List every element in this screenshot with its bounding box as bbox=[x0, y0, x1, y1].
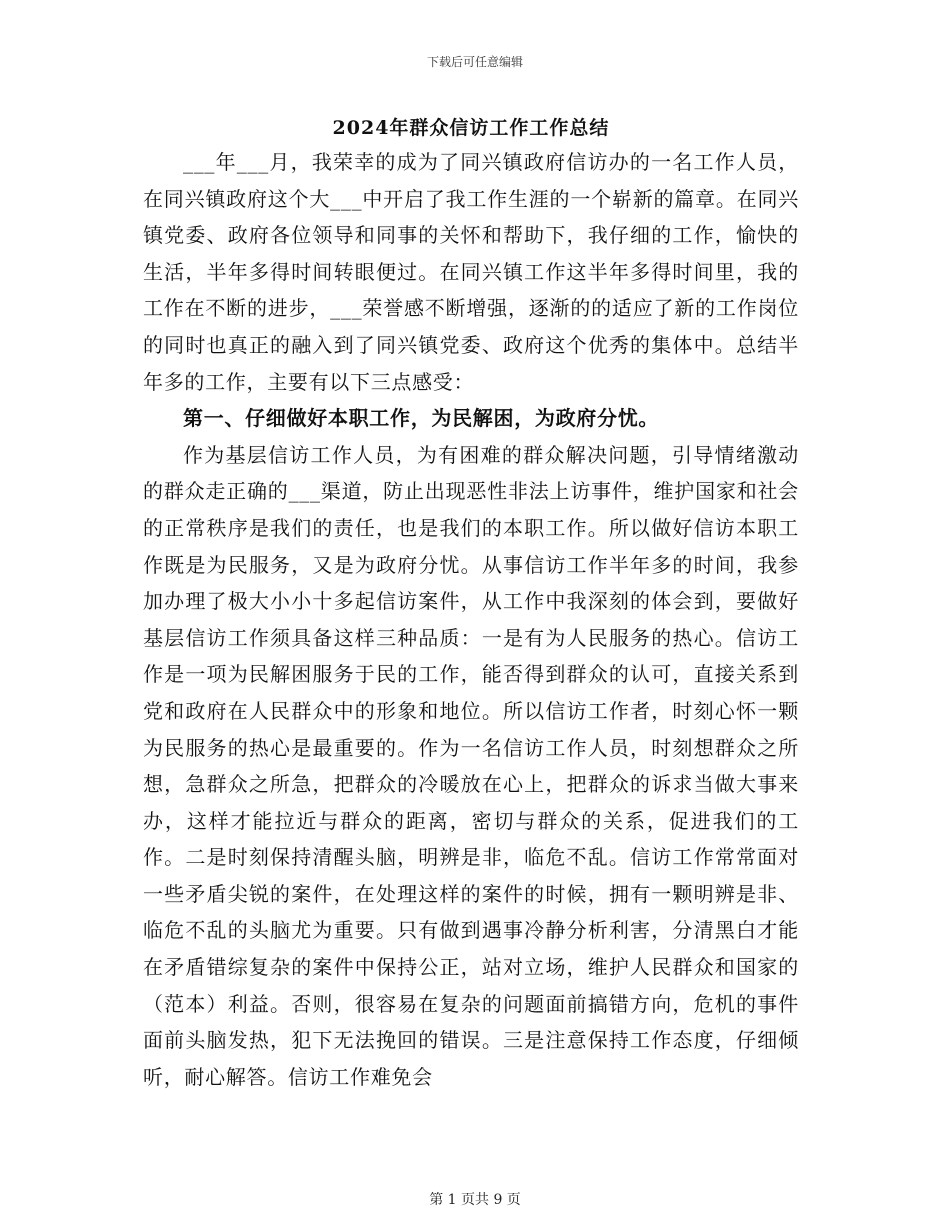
intro-paragraph: ___年___月，我荣幸的成为了同兴镇政府信访办的一名工作人员，在同兴镇政府这个大___中开启了我工作生涯的一个崭新的篇章。在同兴镇党委、政府各位领导和同事的关怀和帮助下，我仔细的工作，愉快的生活，半年多得时间转眼便过。在同兴镇工作这半年多得时间里，我的工作在不断的进步，___荣誉感不断增强，逐渐的的适应了新的工作岗位的同时也真正的融入到了同兴镇党委、政府这个优秀的集体中。总结半年多的工作，主要有以下三点感受： bbox=[143, 150, 799, 394]
page-header-note: 下载后可任意编辑 bbox=[426, 55, 523, 69]
page-number: 第 1 页共 9 页 bbox=[429, 1192, 521, 1208]
section-heading: 第一、仔细做好本职工作，为民解困，为政府分忧。 bbox=[183, 406, 660, 431]
body-paragraph: 作为基层信访工作人员，为有困难的群众解决问题，引导情绪激动的群众走正确的___渠道，防止出现恶性非法上访事件，维护国家和社会的正常秩序是我们的责任，也是我们的本职工作。所以做好信访本职工作既是为民服务，又是为政府分忧。从事信访工作半年多的时间，我参加办理了极大小小十多起信访案件，从工作中我深刻的体会到，要做好基层信访工作须具备这样三种品质：一是有为人民服务的热心。信访工作是一项为民解困服务于民的工作，能否得到群众的认可，直接关系到党和政府在人民群众中的形象和地位。所以信访工作者，时刻心怀一颗为民服务的热心是最重要的。作为一名信访工作人员，时刻想群众之所想，急群众之所急，把群众的冷暖放在心上，把群众的诉求当做大事来办，这样才能拉近与群众的距离，密切与群众的关系，促进我们的工作。二是时刻保持清醒头脑，明辨是非，临危不乱。信访工作常常面对一些矛盾尖锐的案件，在处理这样的案件的时候，拥有一颗明辨是非、临危不乱的头脑尤为重要。只有做到遇事冷静分析利害，分清黑白才能在矛盾错综复杂的案件中保持公正，站对立场，维护人民群众和国家的（范本）利益。否则，很容易在复杂的问题面前搞错方向，危机的事件面前头脑发热，犯下无法挽回的错误。三是注意保持工作态度，仔细倾听，耐心解答。信访工作难免会 bbox=[143, 442, 799, 1089]
document-title: 2024年群众信访工作工作总结 bbox=[332, 117, 610, 139]
document-body bbox=[143, 112, 799, 1095]
